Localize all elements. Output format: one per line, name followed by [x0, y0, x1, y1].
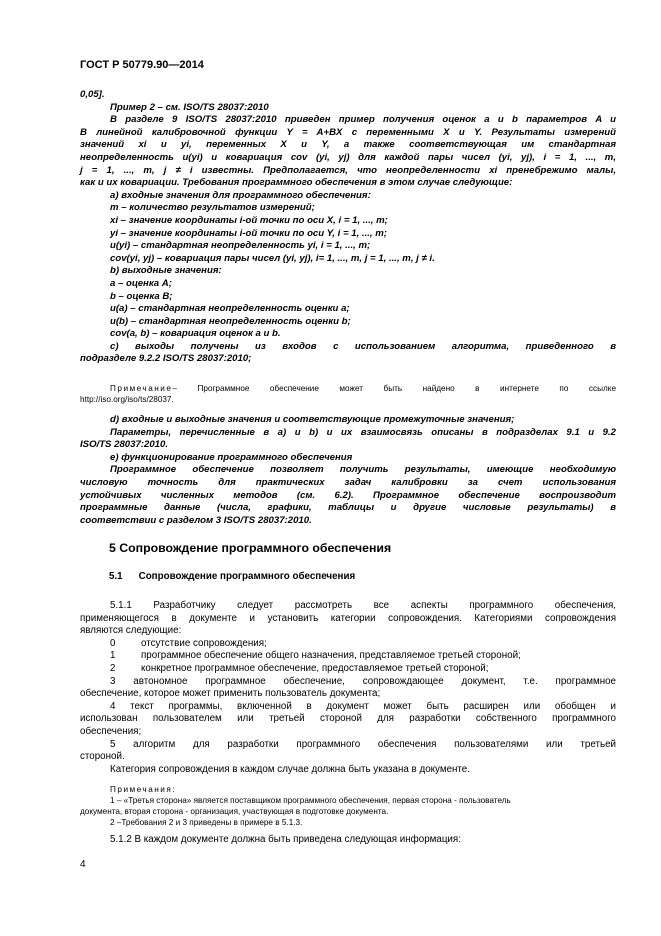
- list-item: cov(a, b) – ковариация оценок a и b.: [110, 328, 281, 340]
- page-number: 4: [80, 859, 86, 870]
- text-line: значений xi и yi, переменных X и Y, а также соответствующая им стандартная: [80, 139, 616, 151]
- subsection-title: Сопровождение программного обеспечения: [138, 571, 356, 582]
- text-line: подразделе 9.2.2 ISO/TS 28037:2010;: [80, 353, 252, 365]
- text-line: обеспечения;: [80, 725, 142, 737]
- category-text: программное обеспечение общего назначения, представляемое третьей стороной;: [141, 650, 521, 662]
- list-item: d) входные и выходные значения и соответствующие промежуточные значения;: [110, 414, 515, 425]
- requirements-block: [80, 414, 616, 527]
- category-text: конкретное программное обеспечение, предоставляемое третьей стороной;: [141, 662, 489, 674]
- category-number: 1: [110, 650, 116, 662]
- text-line: 5.1.2 В каждом документе должна быть приведена следующая информация:: [110, 834, 461, 845]
- note-line: 1 – «Третья сторона» является поставщиком программного обеспечения, первая сторона - пользователь: [110, 796, 511, 805]
- section-5-1-2: [80, 834, 616, 847]
- text-line: Параметры, перечисленные в a) и b) и их взаимосвязь описаны в подразделах 9.1 и 9.2: [110, 426, 616, 438]
- note-line: документа, вторая сторона - организация, участвующая в подготовке документа.: [80, 807, 389, 816]
- note-line: 2 –Требования 2 и 3 приведены в примере в 5.1.3.: [110, 818, 303, 827]
- notes-label: Примечания:: [110, 785, 177, 794]
- list-item: a – оценка A;: [110, 277, 172, 289]
- category-item: 4 текст программы, включенной в документ может быть расширен или обобщен и: [110, 700, 616, 712]
- category-item: 5 алгоритм для разработки программного обеспечения пользователями или третьей: [110, 738, 616, 750]
- text-line: являются следующие:: [80, 625, 182, 637]
- section-5-heading: 5 Сопровождение программного обеспечения: [109, 541, 392, 555]
- category-item: [80, 650, 616, 663]
- note-url-link[interactable]: http://iso.org/iso/ts/28037.: [80, 395, 174, 404]
- text-line: применяющегося в документе и установить категории сопровождения. Категориями сопровождения: [80, 612, 616, 624]
- text-line: ISO/TS 28037:2010.: [80, 439, 168, 451]
- text-line: программные данные (числа, графики, таблицы и другие числовые результаты) в: [80, 502, 616, 514]
- category-item: [80, 638, 616, 651]
- category-text: отсутствие сопровождения;: [141, 637, 267, 649]
- category-note: Категория сопровождения в каждом случае должна быть указана в документе.: [110, 763, 470, 775]
- category-number: 2: [110, 662, 116, 674]
- list-item: xi – значение координаты i-ой точки по оси X, i = 1, ..., m;: [110, 214, 388, 226]
- text-line: 5.1.1 Разработчику следует рассмотреть все аспекты программного обеспечения,: [110, 600, 616, 611]
- text-line: неопределенность u(yi) и ковариация cov (yi, yj) для каждой пары чисел (yi, yj), i = 1, ..., m,: [80, 151, 616, 163]
- list-item: c) выходы получены из входов с использованием алгоритма, приведенного в: [110, 340, 616, 352]
- list-item: b – оценка B;: [110, 290, 173, 302]
- example-block: [80, 89, 616, 366]
- text-line: использован пользователем или третьей стороной для разработки собственного программного: [80, 713, 616, 725]
- category-item: 3 автономное программное обеспечение, сопровождающее документ, т.е. программное: [110, 675, 616, 687]
- list-item: u(b) – стандартная неопределенность оценки b;: [110, 315, 351, 327]
- list-item: e) функционирование программного обеспечения: [110, 451, 353, 463]
- text-line: стороной.: [80, 751, 125, 763]
- software-note: [80, 383, 616, 405]
- list-item: b) выходные значения:: [110, 265, 222, 277]
- text-line: обеспечение, которое может применить пользователь документа;: [80, 688, 381, 700]
- text-line: j = 1, ..., m, j ≠ i известны. Предполагается, что неопределенности xi пренебрежимо малы,: [80, 164, 616, 176]
- text-line: В разделе 9 ISO/TS 28037:2010 приведен пример получения оценок a и b параметров A и: [110, 114, 616, 126]
- category-number: 0: [110, 637, 116, 649]
- note-text: – Программное обеспечение может быть найдено в интернете по ссылке: [172, 384, 616, 393]
- text-line: устойчивых численных методов (см. 6.2). Программное обеспечение воспроизводит: [80, 489, 616, 501]
- list-item: m – количество результатов измерений;: [110, 202, 315, 214]
- subsection-number: 5.1: [109, 571, 123, 582]
- list-item: u(yi) – стандартная неопределенность yi, i = 1, ..., m;: [110, 240, 371, 252]
- text-line: числовую точность для практических задач калибровки за счет использования: [80, 476, 616, 488]
- category-item: [80, 663, 616, 676]
- text-line: Программное обеспечение позволяет получить результаты, имеющие необходимую: [110, 464, 616, 476]
- list-item: yi – значение координаты i-ой точки по оси Y, i = 1, ..., m;: [110, 227, 387, 239]
- text-line: соответствии с разделом 3 ISO/TS 28037:2010.: [80, 514, 312, 526]
- text-line: как и их ковариации. Требования программного обеспечения в этом случае следующие:: [80, 177, 513, 189]
- document-header: ГОСТ Р 50779.90—2014: [80, 59, 204, 71]
- subsection-5-1-heading: [109, 571, 355, 582]
- section-5-1-1: [80, 600, 616, 776]
- note-label: Примечание: [110, 384, 173, 393]
- text-line: 0,05].: [80, 89, 105, 100]
- list-item: cov(yi, yj) – ковариация пары чисел (yi, yj), i= 1, ..., m, j = 1, ..., m, j ≠ i.: [110, 252, 435, 264]
- list-item: u(a) – стандартная неопределенность оценки a;: [110, 303, 350, 315]
- text-line: B линейной калибровочной функции Y = A+BX с переменными X и Y. Результаты измерений: [80, 126, 616, 138]
- note-line: [80, 383, 616, 394]
- example-title: Пример 2 – см. ISO/TS 28037:2010: [110, 101, 269, 113]
- notes-block: [80, 784, 616, 828]
- list-item: a) входные значения для программного обеспечения:: [110, 189, 371, 201]
